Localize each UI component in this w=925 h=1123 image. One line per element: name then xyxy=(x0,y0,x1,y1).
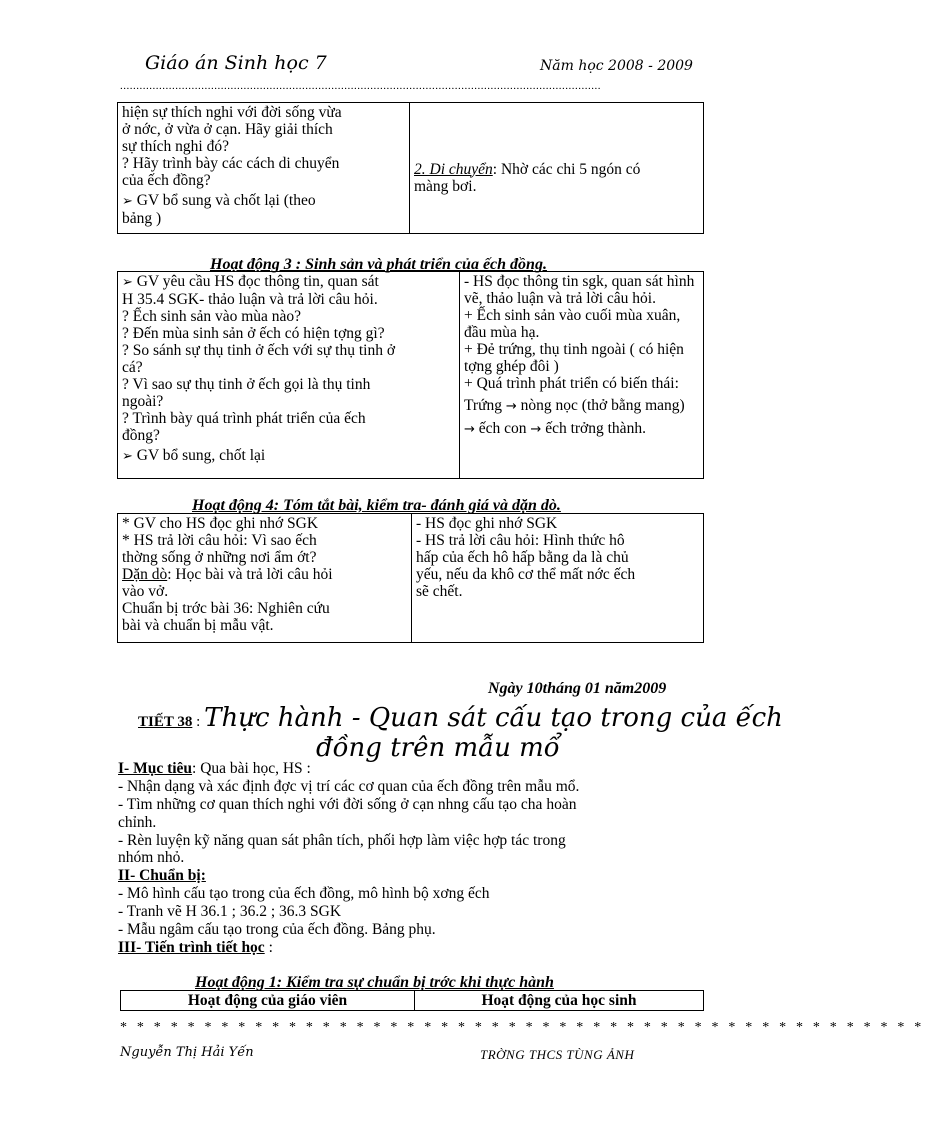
activity3-heading: Hoạt động 3 : Sinh sản và phát triển của ếch đồng. xyxy=(210,256,547,273)
arrow-bullet-icon: ➢ xyxy=(122,275,133,290)
objective-item: - Rèn luyện kỹ năng quan sát phân tích, phối hợp làm việc hợp tác trong xyxy=(118,832,566,849)
text-line: ? Trình bày quá trình phát triển của ếch xyxy=(122,410,366,427)
activity4-student-cell xyxy=(412,514,704,643)
header-subject: Giáo án Sinh học 7 xyxy=(145,52,327,74)
text-line: Trứng → nòng nọc (thở bằng mang) xyxy=(464,397,685,414)
text-line: * HS trả lời câu hỏi: Vì sao ếch xyxy=(122,532,317,549)
text-line: tợng ghép đôi ) xyxy=(464,358,559,375)
homework-label: Dặn dò xyxy=(122,566,168,583)
text-line: thờng sống ở những nơi ẩm ớt? xyxy=(122,549,317,566)
footer-star-rule: * * * * * * * * * * * * * * * * * * * * * * * * * * * * * * * * * * * * * * * * * * * * * * * * xyxy=(120,1020,925,1035)
text-line: bài và chuẩn bị mẫu vật. xyxy=(122,617,274,634)
text-line: đồng? xyxy=(122,427,160,444)
text-line: bảng ) xyxy=(122,210,162,227)
right-arrow-icon: → xyxy=(530,422,542,437)
text-line: ➢ GV bổ sung, chốt lại xyxy=(122,447,266,464)
text-line: ngoài? xyxy=(122,393,164,410)
column-header-student: Hoạt động của học sinh xyxy=(415,991,704,1011)
footer-school: TRỜNG THCS TÙNG ẢNH xyxy=(480,1047,635,1062)
continuation-left-cell xyxy=(118,103,410,234)
activity4-teacher-cell xyxy=(118,514,412,643)
text-line: ở nớc, ở vừa ở cạn. Hãy giải thích xyxy=(122,121,333,138)
activity4-table xyxy=(117,513,704,643)
right-arrow-icon: → xyxy=(464,422,475,437)
text-line: ? So sánh sự thụ tinh ở ếch với sự thụ tinh ở xyxy=(122,342,396,359)
text-line: cá? xyxy=(122,359,143,376)
footer-author: Nguyễn Thị Hải Yến xyxy=(120,1045,254,1060)
text-line: Chuẩn bị trớc bài 36: Nghiên cứu xyxy=(122,600,330,617)
text-line: - HS trả lời câu hỏi: Hình thức hô xyxy=(416,532,625,549)
continuation-table xyxy=(117,102,704,234)
preparation-item: - Tranh vẽ H 36.1 ; 36.2 ; 36.3 SGK xyxy=(118,903,342,920)
right-arrow-icon: → xyxy=(505,399,517,414)
activity1-table xyxy=(120,990,704,1011)
arrow-bullet-icon: ➢ xyxy=(122,449,133,464)
arrow-bullet-icon: ➢ xyxy=(122,194,133,209)
text-line: đầu mùa hạ. xyxy=(464,324,540,341)
text-line: Dặn dò: Học bài và trả lời câu hỏi xyxy=(122,566,333,583)
text-line: sự thích nghi đó? xyxy=(122,138,229,155)
text-line: ? Vì sao sự thụ tinh ở ếch gọi là thụ tinh xyxy=(122,376,371,393)
activity3-table xyxy=(117,271,704,479)
text-line: vào vở. xyxy=(122,583,169,600)
text-line: - HS đọc thông tin sgk, quan sát hình xyxy=(464,273,695,290)
text-line: vẽ, thảo luận và trả lời câu hỏi. xyxy=(464,290,656,307)
text-line: + Quá trình phát triển có biến thái: xyxy=(464,375,679,392)
text-line: ? Ếch sinh sản vào mùa nào? xyxy=(122,308,302,325)
text-line: 2. Di chuyển: Nhờ các chi 5 ngón có xyxy=(414,160,641,178)
lesson-title-line-2: đồng trên mẫu mổ xyxy=(316,733,560,763)
text-line: của ếch đồng? xyxy=(122,172,211,189)
lesson-title: Thực hành - Quan sát cấu tạo trong của ếch xyxy=(204,703,783,733)
text-line: ➢ GV bổ sung và chốt lại (theo xyxy=(122,192,316,209)
move-label: 2. Di chuyển xyxy=(414,160,493,178)
column-header-teacher: Hoạt động của giáo viên xyxy=(121,991,415,1011)
text-line: ? Đến mùa sinh sản ở ếch có hiện tợng gì? xyxy=(122,325,385,342)
activity4-heading: Hoạt động 4: Tóm tắt bài, kiểm tra- đánh giá và dặn dò. xyxy=(192,497,561,514)
objective-item: nhóm nhỏ. xyxy=(118,849,185,866)
objectives-heading: I- Mục tiêu: Qua bài học, HS : xyxy=(118,760,311,777)
preparation-item: - Mẫu ngâm cấu tạo trong của ếch đồng. Bảng phụ. xyxy=(118,921,436,938)
text-line: H 35.4 SGK- thảo luận và trả lời câu hỏi. xyxy=(122,291,378,308)
lesson-date: Ngày 10tháng 01 năm2009 xyxy=(488,680,667,697)
header-dotted-rule: .................................................................................................................................................... xyxy=(120,80,601,92)
text-line: ➢ GV yêu cầu HS đọc thông tin, quan sát xyxy=(122,273,379,290)
text-line: sẽ chết. xyxy=(416,583,463,600)
preparation-item: - Mô hình cấu tạo trong của ếch đồng, mô hình bộ xơng ếch xyxy=(118,885,490,902)
text-line: hấp của ếch hô hấp bằng da là chủ xyxy=(416,549,629,566)
lesson-number: TIẾT 38 xyxy=(138,714,193,730)
text-line: - HS đọc ghi nhớ SGK xyxy=(416,515,558,532)
continuation-right-cell xyxy=(410,103,704,234)
preparation-heading: II- Chuẩn bị: xyxy=(118,867,206,884)
text-line: * GV cho HS đọc ghi nhớ SGK xyxy=(122,515,319,532)
lesson-title-line-1: TIẾT 38 : Thực hành - Quan sát cấu tạo trong của ếch xyxy=(138,703,783,733)
objective-item: chỉnh. xyxy=(118,814,157,831)
text-line: hiện sự thích nghi với đời sống vừa xyxy=(122,104,342,121)
text-line: + Ếch sinh sản vào cuối mùa xuân, xyxy=(464,307,681,324)
text-line: yếu, nếu da khô cơ thể mất nớc ếch xyxy=(416,566,636,583)
text-line: + Đẻ trứng, thụ tinh ngoài ( có hiện xyxy=(464,341,684,358)
activity3-student-cell xyxy=(460,272,704,479)
header-school-year: Năm học 2008 - 2009 xyxy=(540,58,693,74)
objective-item: - Tìm những cơ quan thích nghi với đời sống ở cạn nhng cấu tạo cha hoàn xyxy=(118,796,577,813)
activity3-teacher-cell xyxy=(118,272,460,479)
activity1-heading: Hoạt động 1: Kiểm tra sự chuẩn bị trớc khi thực hành xyxy=(195,974,554,991)
text-line: màng bơi. xyxy=(414,177,477,195)
text-line: ? Hãy trình bày các cách di chuyển xyxy=(122,155,340,172)
objective-item: - Nhận dạng và xác định đợc vị trí các cơ quan của ếch đồng trên mẫu mổ. xyxy=(118,778,580,795)
text-line: → ếch con → ếch trởng thành. xyxy=(464,420,646,437)
procedure-heading: III- Tiến trình tiết học : xyxy=(118,939,273,956)
